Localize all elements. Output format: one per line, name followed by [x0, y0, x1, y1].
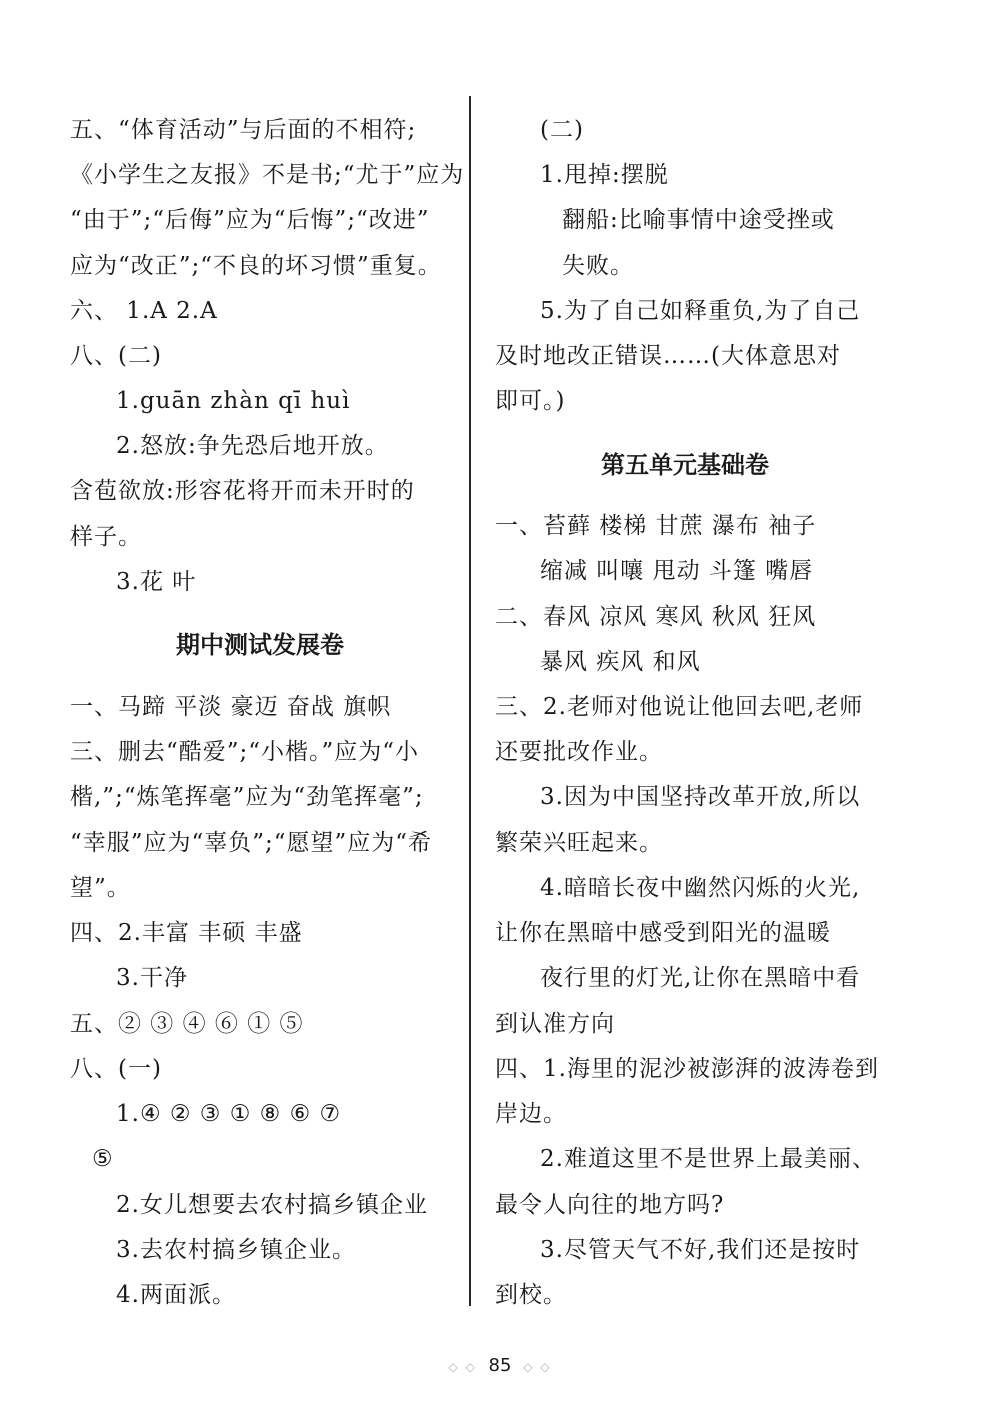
answer-line: 四、2.丰富 丰硕 丰盛: [70, 920, 303, 946]
answer-line: 五、“体育活动”与后面的不相符;: [70, 117, 417, 143]
answer-line: 到认准方向: [495, 1011, 615, 1037]
answer-line: 望”。: [70, 875, 131, 901]
answer-line: 4.暗暗长夜中幽然闪烁的火光,: [540, 875, 861, 901]
answer-line: 翻船:比喻事情中途受挫或: [562, 207, 835, 233]
answer-line: 繁荣兴旺起来。: [495, 830, 663, 856]
answer-line: 一、马蹄 平淡 豪迈 奋战 旗帜: [70, 694, 392, 720]
answer-line: 四、1.海里的泥沙被澎湃的波涛卷到: [495, 1056, 879, 1082]
answer-line: 3.尽管天气不好,我们还是按时: [540, 1237, 861, 1263]
answer-line: 五、② ③ ④ ⑥ ① ⑤: [70, 1011, 304, 1037]
answer-line: 八、(二): [70, 343, 162, 369]
section-title: 期中测试发展卷: [176, 631, 344, 659]
answer-line: 3.因为中国坚持改革开放,所以: [540, 784, 861, 810]
answer-line: 还要批改作业。: [495, 739, 663, 765]
answer-line: 3.去农村搞乡镇企业。: [116, 1237, 356, 1263]
page-number: 85: [488, 1355, 512, 1376]
answer-line: 及时地改正错误……(大体意思对: [495, 343, 841, 369]
answer-line: 含苞欲放:形容花将开而未开时的: [70, 478, 415, 504]
answer-line: 楷,”;“炼笔挥毫”应为“劲笔挥毫”;: [70, 784, 424, 810]
answer-line: 3.花 叶: [116, 569, 197, 595]
answer-line: 二、春风 凉风 寒风 秋风 狂风: [495, 604, 817, 630]
answer-line: 4.两面派。: [116, 1282, 236, 1308]
answer-line: 岸边。: [495, 1101, 567, 1127]
footer-ornament-left: ◇ ◇: [448, 1360, 477, 1374]
answer-line: ⑤: [92, 1146, 114, 1172]
section-title: 第五单元基础卷: [601, 451, 769, 479]
answer-line: 5.为了自己如释重负,为了自己: [540, 298, 861, 324]
answer-line: 1.甩掉:摆脱: [540, 162, 669, 188]
answer-line: 失败。: [562, 253, 634, 279]
answer-line: 《小学生之友报》不是书;“尤于”应为: [70, 162, 465, 188]
answer-line: 让你在黑暗中感受到阳光的温暖: [495, 920, 831, 946]
answer-line: 八、(一): [70, 1056, 162, 1082]
answer-line: 3.干净: [116, 965, 188, 991]
answer-line: 2.怒放:争先恐后地开放。: [116, 433, 389, 459]
answer-line: 样子。: [70, 524, 142, 550]
answer-line: 2.女儿想要去农村搞乡镇企业: [116, 1192, 428, 1218]
answer-line: (二): [540, 117, 584, 143]
answer-line: 1.guān zhàn qī huì: [116, 388, 351, 414]
answer-line: 暴风 疾风 和风: [540, 649, 701, 675]
answer-line: “由于”;“后侮”应为“后悔”;“改进”: [70, 207, 430, 233]
column-divider: [469, 96, 471, 1306]
footer-ornament-right: ◇ ◇: [523, 1360, 552, 1374]
answer-line: 三、2.老师对他说让他回去吧,老师: [495, 694, 864, 720]
answer-line: 夜行里的灯光,让你在黑暗中看: [540, 965, 861, 991]
answer-line: 即可。): [495, 388, 566, 414]
answer-line: 应为“改正”;“不良的坏习惯”重复。: [70, 253, 442, 279]
answer-line: 三、删去“酷爱”;“小楷。”应为“小: [70, 739, 420, 765]
answer-line: 1.④ ② ③ ① ⑧ ⑥ ⑦: [116, 1101, 342, 1127]
answer-line: 一、苔藓 楼梯 甘蔗 瀑布 袖子: [495, 513, 817, 539]
page-footer: [0, 1355, 1000, 1376]
answer-line: 最令人向往的地方吗?: [495, 1192, 725, 1218]
answer-line: 到校。: [495, 1282, 567, 1308]
answer-line: 2.难道这里不是世界上最美丽、: [540, 1146, 876, 1172]
answer-line: “幸服”应为“辜负”;“愿望”应为“希: [70, 830, 433, 856]
answer-line: 六、 1.A 2.A: [70, 298, 218, 324]
answer-line: 缩减 叫嚷 甩动 斗篷 嘴唇: [540, 558, 814, 584]
